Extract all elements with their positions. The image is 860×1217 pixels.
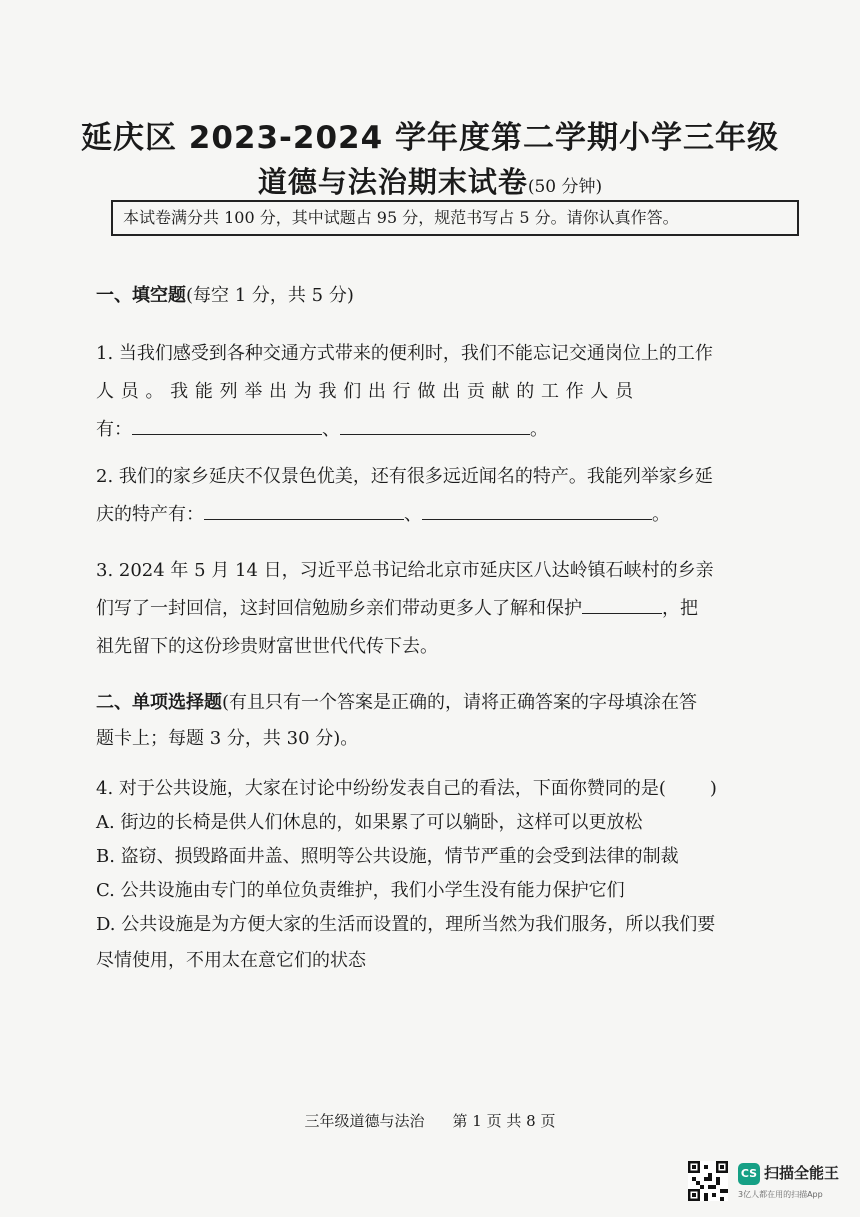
question-2 <box>96 458 796 534</box>
page-footer <box>0 1110 860 1131</box>
subject-title: 道德与法治期末试卷 <box>257 165 528 199</box>
question-text: 2. 我们的家乡延庆不仅景色优美，还有很多远近闻名的特产。我能列举家乡延 <box>96 466 713 487</box>
answer-line <box>96 411 796 449</box>
blank-field[interactable] <box>132 412 322 435</box>
section-title: 二、单项选择题 <box>96 692 222 713</box>
question-text: 人 员 。 我 能 列 举 出 为 我 们 出 行 做 出 贡 献 的 工 作 人 员 <box>96 381 634 402</box>
answer-prefix: 有： <box>96 419 132 440</box>
scanner-watermark <box>688 1161 858 1205</box>
question-4-stem <box>96 772 816 806</box>
section-fill-blank-heading <box>96 281 354 311</box>
period: 。 <box>530 419 548 440</box>
blank-field[interactable] <box>204 497 404 520</box>
answer-prefix: 庆的特产有： <box>96 504 204 525</box>
question-text: 们写了一封回信，这封回信勉励乡亲们带动更多人了解和保护 <box>96 598 582 619</box>
footer-subject: 三年级道德与法治 <box>304 1112 425 1130</box>
option-a: A. 街边的长椅是供人们休息的，如果累了可以躺卧，这样可以更放松 <box>96 812 643 833</box>
duration-label: (50 分钟) <box>527 177 603 197</box>
section-title: 一、填空题 <box>96 285 186 306</box>
question-text: ，把 <box>662 598 698 619</box>
section-detail: (每空 1 分，共 5 分) <box>186 285 354 306</box>
option-d: D. 公共设施是为方便大家的生活而设置的，理所当然为我们服务，所以我们要 <box>96 914 716 935</box>
question-text: 3. 2024 年 5 月 14 日，习近平总书记给北京市延庆区八达岭镇石峡村的乡亲 <box>96 560 714 581</box>
blank-field[interactable] <box>422 497 652 520</box>
camscanner-logo-icon: CS <box>738 1163 760 1185</box>
footer-page-number: 第 1 页 共 8 页 <box>452 1112 556 1130</box>
answer-line <box>96 590 796 628</box>
separator: 、 <box>404 504 422 525</box>
section-detail-cont: 题卡上；每题 3 分，共 30 分)。 <box>96 728 359 749</box>
answer-line <box>96 496 796 534</box>
exam-title: 延庆区 2023-2024 学年度第二学期小学三年级 <box>80 120 779 156</box>
separator: 、 <box>322 419 340 440</box>
period: 。 <box>652 504 670 525</box>
paren-close: ) <box>709 778 717 799</box>
scanner-app-name: 扫描全能王 <box>764 1164 840 1182</box>
option-d-continued: 尽情使用，不用太在意它们的状态 <box>96 950 366 971</box>
qr-code-icon <box>688 1161 728 1201</box>
blank-field[interactable] <box>582 591 662 614</box>
question-text: 4. 对于公共设施，大家在讨论中纷纷发表自己的看法，下面你赞同的是( <box>96 778 666 799</box>
question-1 <box>96 335 796 449</box>
section-choice-heading <box>96 685 796 757</box>
blank-field[interactable] <box>340 412 530 435</box>
option-b: B. 盗窃、损毁路面井盖、照明等公共设施，情节严重的会受到法律的制裁 <box>96 846 679 867</box>
scanner-tagline: 3亿人都在用的扫描App <box>738 1190 823 1199</box>
section-detail: (有且只有一个答案是正确的，请将正确答案的字母填涂在答 <box>222 692 698 713</box>
question-text: 1. 当我们感受到各种交通方式带来的便利时，我们不能忘记交通岗位上的工作 <box>96 343 713 364</box>
question-3 <box>96 552 796 666</box>
exam-subtitle <box>0 160 860 201</box>
score-note-box: 本试卷满分共 100 分，其中试题占 95 分，规范书写占 5 分。请你认真作答。 <box>111 200 799 236</box>
option-c: C. 公共设施由专门的单位负责维护，我们小学生没有能力保护它们 <box>96 880 625 901</box>
question-text: 祖先留下的这份珍贵财富世世代代传下去。 <box>96 636 438 657</box>
